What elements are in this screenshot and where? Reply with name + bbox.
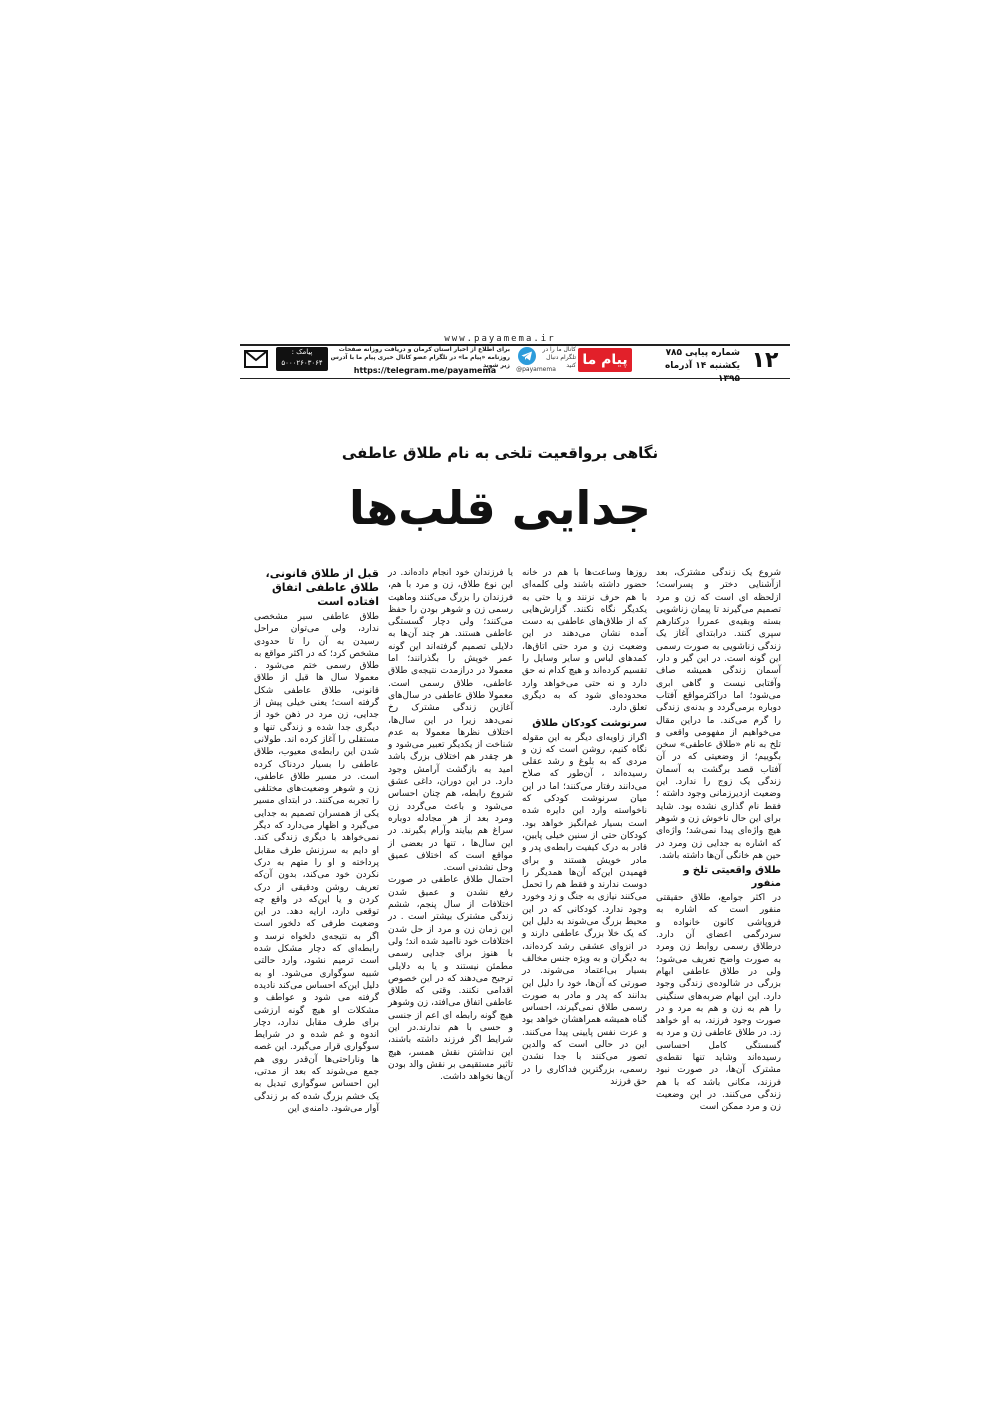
header-top-rule [240,344,790,346]
paragraph: اگراز زاویه‌ای دیگر به این مقوله نگاه کنیم، روشن است که زن و مردی که به بلوغ و رشد عقلی رسیده‌اند ، آن‌طور که صلاح می‌دانند رفتار می‌کنند؛ اما در این میان سرنوشت کودکی که ناخواسته وارد این دایره شده است بسیار غم‌انگیز خواهد بود. کودکان حتی از سنین خیلی پایین، قادر به درک کیفیت رابطه‌ی پدر و مادر خویش هستند و برای فهمیدن این‌که آن‌ها همدیگر را دوست ندارند و فقط هم را تحمل می‌کنند نیازی به جنگ و زد وخورد وجود ندارد. کودکانی که در این محیط بزرگ می‌شوند به دلیل این که یک خلا بزرگ عاطفی دارند و در انزوای عشقی رشد کرده‌اند، به دیگران و به ویژه جنس مخالف بسیار بی‌اعتماد می‌شوند. در صورتی که آن‌ها، خود را دلیل این بدانند که پدر و مادر به صورت رسمی طلاق نمی‌گیرند، احساس گناه همیشه همراهشان خواهد بود و عزت نفس پایینی پیدا می‌کنند. این در حالی است که والدین تصور می‌کنند با جدا نشدن رسمی، بزرگترین فداکاری را در حق فرزند [522,732,647,1087]
issue-info [640,347,740,386]
page-number: ۱۲ [751,348,779,373]
paragraph: احتمال طلاق عاطفی در صورت رفع نشدن و عمیق شدن اختلافات از سال پنجم، ششم زندگی مشترک بیشتر است . در این زمان زن و مرد از حل شدن اختلافات خود ناامید شده اند؛ ولی با هنوز برای جدایی رسمی مطمئن نیستند و یا به دلایلی ترجیح می‌دهند که در این خصوص اقدامی نکنند. وقتی که طلاق عاطفی اتفاق می‌افتد، زن وشوهر هیچ گونه رابطه ای اعم از جنسی و حسی با هم ندارند.در این شرایط اگر فرزند داشته باشند، این نداشتن نقش همسر، هیچ تاثیر مستقیمی بر نقش والد بودن آن‌ها نخواهد داشت. [388,875,513,1083]
telegram-handle[interactable]: @payamema [516,366,556,373]
telegram-icon[interactable] [518,347,536,365]
article-headline: جدایی قلب‌ها [348,481,652,535]
paragraph: شروع یک زندگی مشترک، بعد ازآشنایی دختر و پسراست؛ ازلحظه ای است که زن و مرد تصمیم می‌گیرند تا پیمان زناشویی بسته وبقیه‌ی عمررا درکنارهم سپری کنند. درابتدای آغاز یک زندگی زناشویی به صورت رسمی این گونه است. در این گیر و دار، آسمان زندگی همیشه صاف وآفتابی نیست و گاهی ابری می‌شود؛ اما دراکثرمواقع آفتاب دوباره برمی‌گردد و بدنه‌ی زندگی را گرم می‌کند. ما دراین مقال می‌خواهیم از مفهومی واقعی و تلخ به نام «طلاق عاطفی» سخن بگوییم؛ از وضعیتی که در آن آفتاب قصد برگشت به آسمان زندگی یک زوج را ندارد. این وضعیت ازدیرزمانی وجود داشته ؛ فقط نام گذاری نشده بود. شاید برای این حال ناخوش زن و شوهر هیچ واژه‌ای پیدا نمی‌شد؛ واژه‌ای که اشاره به جدایی زن ومرد در حین هم خانگی آن‌ها داشته باشد. [656,568,781,861]
telegram-link[interactable]: https://telegram.me/payamema [353,366,497,375]
sms-number: ۵۰۰۰۲۶۰۳۰۶۴ [281,359,323,367]
paragraph: در اکثر جوامع، طلاق حقیقتی منفور است که اشاره به فروپاشی کانون خانواده و سردرگمی اعضای آن دارد. درطلاق رسمی روابط زن ومرد به صورت واضح تعریف می‌شود؛ ولی در طلاق عاطفی ابهام بزرگی در شالوده‌ی زندگی وجود دارد. این ابهام ضربه‌های سنگینی را هم به زن و هم به مرد و در صورت وجود فرزند، به او خواهد زد. در طلاق عاطفی زن و مرد به گسستگی کامل احساسی رسیده‌اند وشاید تنها نقطه‌ی مشترک آن‌ها، در صورت نبود فرزند، مکانی باشد که با هم زندگی می‌کنند. در این وضعیت زن و مرد ممکن است [656,893,781,1113]
paragraph: روزها وساعت‌ها با هم در خانه حضور داشته باشند ولی کلمه‌ای با هم حرف نزنند و یا حتی به یکدیگر نگاه نکنند. گزارش‌هایی که از طلاق‌های عاطفی به دست آمده نشان می‌دهند در این وضعیت زن و مرد حتی اتاق‌ها، کمدهای لباس و سایر وسایل را تقسیم کرده‌اند و هیچ کدام نه حق دارد و نه حتی می‌خواهد وارد محدوده‌ای شود که به دیگری تعلق دارد. [522,568,647,714]
article-subtitle: نگاهی برواقعیت تلخی به نام طلاق عاطفی [341,444,659,462]
sms-box [276,347,328,371]
website-url[interactable]: www.payamema.ir [444,334,556,344]
section-heading: قبل از طلاق قانونی، طلاق عاطفی اتفاق افتاده است [265,567,379,608]
issue-number: شماره پیاپی ۷۸۵ [665,348,740,358]
paragraph: یا فرزندان خود انجام داده‌اند. در این نوع طلاق، زن و مرد با هم، فرزندان را بزرگ می‌کنند وماهیت رسمی زن و شوهر بودن را حفظ می‌کنند؛ ولی دچار گسستگی عاطفی هستند. هر چند آن‌ها به دلایلی تصمیم گرفته‌اند این گونه عمر خویش را بگذرانند؛ اما معمولا در درازمدت نتیجه‌ی طلاق عاطفی، طلاق رسمی است. معمولا طلاق عاطفی در سال‌های آغازین زندگی مشترک رخ نمی‌دهد زیرا در این سال‌ها، اختلاف نظرها معمولا به عدم شناخت از یکدیگر تعبیر می‌شود و هر چقدر هم اختلاف بزرگ باشد امید به بازگشت آرامش وجود دارد. در این دوران، داغی عشق شروع رابطه، هم چنان احساس می‌شود و باعث می‌گردد زن ومرد بعد از هر مجادله دوباره سراغ هم بیایند وآرام بگیرند. در این سال‌ها ، تنها در بعضی از مواقع است که اختلاف عمیق وحل نشدنی است. [388,568,513,874]
article-column-4 [254,567,379,1115]
newspaper-logo: پیام ما [578,348,632,372]
sms-label: پیامک : [291,348,313,356]
issue-date: یکشنبه ۱۴ آذرماه ۱۳۹۵ [664,361,740,384]
envelope-icon [244,350,268,368]
telegram-caption: کانال ما را در تلگرام دنبال کنید [542,346,576,369]
section-heading: طلاق واقعیتی تلخ و منفور [683,865,781,890]
section-heading: سرنوشت کودکان طلاق [532,717,647,729]
telegram-promo-text: برای اطلاع از اخبار استان کرمان و دریافت روزانه صفحات روزنامه «پیام ما» در تلگرام عضو کانال خبری پیام ما با آدرس زیر شوید [330,346,510,369]
article-column-1 [656,567,781,1113]
article-column-3 [388,567,513,1083]
paragraph: طلاق عاطفی سیر مشخصی ندارد، ولی می‌توان مراحل رسیدن به آن را تا حدودی مشخص کرد؛ که در اکثر مواقع به طلاق رسمی ختم می‌شود . معمولا سال ها قبل از طلاق قانونی، طلاق عاطفی شکل گرفته است؛ یعنی خیلی پیش از جدایی، زن مرد در ذهن خود از دیگری جدا شده و زندگی تنها و مستقلی را آغاز کرده اند. طولانی شدن این رابطه‌ی معیوب، طلاق عاطفی را بسیار دردناک کرده است. در مسیر طلاق عاطفی، زن و شوهر وضعیت‌های مختلفی را تجربه می‌کنند. در ابتدای مسیر یکی از همسران تصمیم به جدایی می‌گیرد و اظهار می‌دارد که دیگر نمی‌خواهد با دیگری زندگی کند. او دایم به سرزنش طرف مقابل پرداخته و او را متهم به درک نکردن خود می‌کند، بدون آن‌که تعریف روشن ودقیقی از درک کردن و یا این‌که در واقع چه توقعی دارد، ارایه دهد. در این وضعیت طرفی که دلخور است اگر به نتیجه‌ی دلخواه نرسد و رابطه‌ای که دچار مشکل شده است ترمیم نشود، وارد حالتی شبیه سوگواری می‌شود. او به دلیل این‌که احساس می‌کند نادیده گرفته می شود و عواطف و مشکلات او هیچ گونه ارزشی برای طرف مقابل ندارد، دچار اندوه و غم شده و در شرایط سوگواری قرار می‌گیرد. این غصه ها وناراحتی‌ها آن‌قدر روی هم جمع می‌شوند که بعد از مدتی، این احساس سوگواری تبدیل به یک خشم بزرگ شده که بر زندگی آوار می‌شود. دامنه‌ی این [254,612,379,1114]
article-column-2 [522,567,647,1088]
